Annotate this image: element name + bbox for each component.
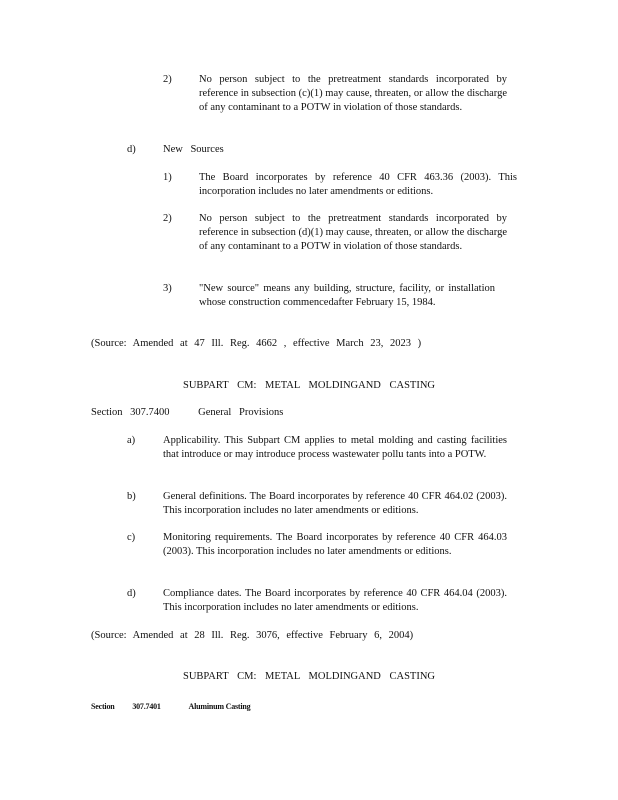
subsection-title: New Sources	[163, 144, 224, 155]
source-note: (Source: Amended at 47 Ill. Reg. 4662 , effective March 23, 2023 )	[91, 338, 422, 349]
item-number: 1)	[163, 172, 172, 183]
item-text: No person subject to the pretreatment standards incorporated by reference in subsection (c)(1) may cause, threaten, or allow the discharge of any contaminant to a POTW in violation of those standards.	[199, 74, 507, 113]
subpart-heading: SUBPART CM: METAL MOLDINGAND CASTING	[183, 671, 435, 682]
item-letter: c)	[127, 532, 136, 543]
item-letter: d)	[127, 588, 136, 599]
item-letter: b)	[127, 491, 136, 502]
item-text: Compliance dates. The Board incorporates by reference 40 CFR 464.04 (2003). This incorporation includes no later amendments or editions.	[163, 588, 507, 613]
subpart-heading: SUBPART CM: METAL MOLDINGAND CASTING	[183, 380, 435, 391]
source-note: (Source: Amended at 28 Ill. Reg. 3076, effective February 6, 2004)	[91, 630, 414, 641]
item-number: 3)	[163, 283, 172, 294]
item-text: The Board incorporates by reference 40 CFR 463.36 (2003). This incorporation includes no later amendments or editions.	[199, 172, 517, 197]
item-text: No person subject to the pretreatment standards incorporated by reference in subsection (d)(1) may cause, threaten, or allow the discharge of any contaminant to a POTW in violation of those standards.	[199, 213, 507, 252]
item-number: 2)	[163, 213, 172, 224]
item-text: Applicability. This Subpart CM applies to metal molding and casting facilities that introduce or may introduce process wastewater pollu tants into a POTW.	[163, 435, 507, 460]
section-number: 307.7400	[130, 407, 170, 418]
item-letter: a)	[127, 435, 136, 446]
subsection-letter: d)	[127, 144, 136, 155]
item-text: General definitions. The Board incorporates by reference 40 CFR 464.02 (2003). This incorporation includes no later amendments or editions.	[163, 491, 507, 516]
section-label: Section	[91, 702, 115, 711]
section-heading	[91, 406, 283, 420]
section-heading	[91, 700, 250, 714]
section-title: Aluminum Casting	[188, 702, 251, 711]
section-number: 307.7401	[132, 702, 161, 711]
section-title: General Provisions	[198, 407, 284, 418]
item-text: Monitoring requirements. The Board incorporates by reference 40 CFR 464.03 (2003). This incorporation includes no later amendments or editions.	[163, 532, 507, 557]
section-label: Section	[91, 407, 123, 418]
item-text: "New source" means any building, structure, facility, or installation whose construction commencedafter February 15, 1984.	[199, 283, 495, 308]
item-number: 2)	[163, 74, 172, 85]
